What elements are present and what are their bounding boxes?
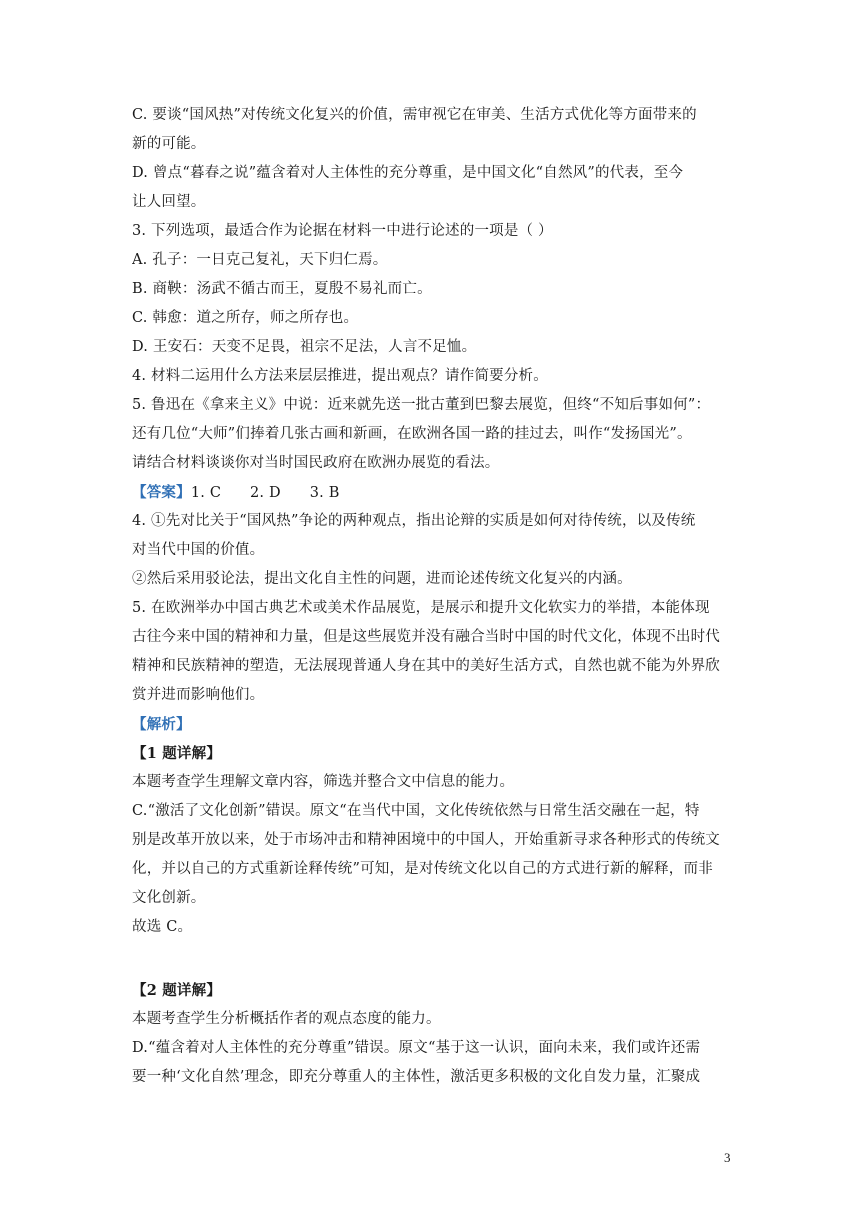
q2-text-line: 要一种‘文化自然’理念，即充分尊重人的主体性，激活更多积极的文化自发力量，汇聚成 (132, 1069, 701, 1085)
page-number: 3 (724, 1150, 731, 1165)
text-line: 还有几位“大师”们捧着几张古画和新画，在欧洲各国一路的挂过去，叫作“发扬国光”。 (132, 426, 692, 442)
text-line: 新的可能。 (132, 136, 206, 152)
answer-text-line: 赏并进而影响他们。 (132, 687, 265, 703)
answer-text-line: ②然后采用驳论法，提出文化自主性的问题，进而论述传统文化复兴的内涵。 (132, 571, 632, 587)
option-a: A. 孔子：一日克己复礼，天下归仁焉。 (132, 252, 388, 268)
q1-text-line: 故选 C。 (132, 919, 193, 935)
question-5: 5. 鲁迅在《拿来主义》中说：近来就先送一批古董到巴黎去展览，但终“不知后事如何”： (132, 397, 711, 413)
answer-line (132, 478, 732, 507)
text-line: C. 要谈“国风热”对传统文化复兴的价值，需审视它在审美、生活方式优化等方面带来的 (132, 107, 697, 123)
option-c: C. 韩愈：道之所存，师之所存也。 (132, 310, 359, 326)
q2-text-line: D.“蕴含着对人主体性的充分尊重”错误。原文“基于这一认识，面向未来，我们或许还需 (132, 1040, 701, 1056)
page-content (132, 101, 732, 1092)
text-line: 让人回望。 (132, 194, 206, 210)
q1-text-line: 文化创新。 (132, 890, 206, 906)
question-4: 4. 材料二运用什么方法来层层推进，提出观点？请作简要分析。 (132, 368, 548, 384)
spacer (132, 942, 732, 976)
q1-text-line: 本题考查学生理解文章内容，筛选并整合文中信息的能力。 (132, 774, 515, 790)
answer-text-line: 对当代中国的价值。 (132, 542, 265, 558)
q1-text-line: 化，并以自己的方式重新诠释传统”可知，是对传统文化以自己的方式进行新的解释，而非 (132, 861, 713, 877)
text-line: 请结合材料谈谈你对当时国民政府在欧洲办展览的看法。 (132, 455, 500, 471)
q1-heading: 【1 题详解】 (132, 745, 222, 762)
answer-text-line: 精神和民族精神的塑造，无法展现普通人身在其中的美好生活方式，自然也就不能为外界欣 (132, 658, 720, 674)
answer-label: 【答案】 (132, 484, 191, 501)
answer-text-line: 古往今来中国的精神和力量，但是这些展览并没有融合当时中国的时代文化，体现不出时代 (132, 629, 720, 645)
analysis-label: 【解析】 (132, 716, 191, 733)
text-line: D. 曾点“暮春之说”蕴含着对人主体性的充分尊重，是中国文化“自然风”的代表，至今 (132, 165, 684, 181)
option-b: B. 商鞅：汤武不循古而王，夏殷不易礼而亡。 (132, 281, 432, 297)
q1-text-line: 别是改革开放以来，处于市场冲击和精神困境中的中国人，开始重新寻求各种形式的传统文 (132, 832, 720, 848)
q1-text-line: C.“激活了文化创新”错误。原文“在当代中国，文化传统依然与日常生活交融在一起，特 (132, 803, 700, 819)
q2-text-line: 本题考查学生分析概括作者的观点态度的能力。 (132, 1011, 441, 1027)
answer-text-line: 4. ①先对比关于“国风热”争论的两种观点，指出论辩的实质是如何对待传统，以及传统 (132, 513, 696, 529)
answer-text: 1. C 2. D 3. B (190, 485, 340, 501)
answer-text-line: 5. 在欧洲举办中国古典艺术或美术作品展览，是展示和提升文化软实力的举措，本能体现 (132, 600, 710, 616)
q2-heading: 【2 题详解】 (132, 982, 222, 999)
option-d: D. 王安石：天变不足畏，祖宗不足法，人言不足恤。 (132, 339, 477, 355)
question-3-stem: 3. 下列选项，最适合作为论据在材料一中进行论述的一项是（ ） (132, 223, 553, 239)
